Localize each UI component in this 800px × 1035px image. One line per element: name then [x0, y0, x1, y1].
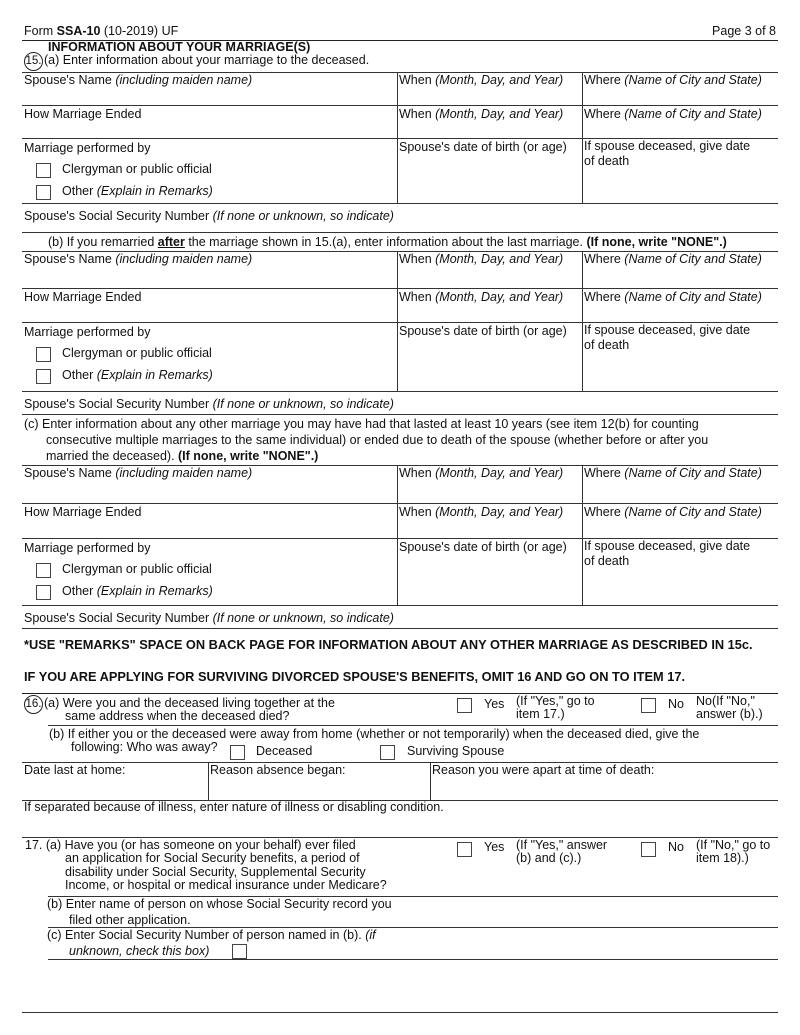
reason-apart-field[interactable]: Reason you were apart at time of death:: [432, 763, 655, 777]
label: Where: [584, 466, 625, 480]
hint: (Explain in Remarks): [96, 184, 213, 198]
hint: (Name of City and State): [624, 107, 762, 121]
marriage-when-field[interactable]: [399, 73, 563, 88]
ended-when-field[interactable]: [399, 290, 563, 305]
divider: [22, 605, 778, 606]
hint: (If none or unknown, so indicate): [212, 611, 394, 625]
divider: [208, 762, 209, 800]
hint: (Month, Day, and Year): [435, 466, 564, 480]
item-17a-no-checkbox[interactable]: [641, 842, 656, 857]
label: When: [399, 290, 436, 304]
text: answer (b).): [696, 707, 763, 721]
spouse-ssn-field[interactable]: [24, 611, 394, 626]
clergyman-label: Clergyman or public official: [62, 346, 212, 360]
item-15c-line1: (c) Enter information about any other marriage you may have had that lasted at least 10 years (see item 12(b) for counting: [24, 417, 699, 431]
emphasis: (If none, write "NONE".): [178, 449, 319, 463]
surviving-spouse-checkbox[interactable]: [380, 745, 395, 760]
label: Where: [584, 73, 625, 87]
divider: [22, 391, 778, 392]
hint: (Month, Day, and Year): [435, 290, 564, 304]
divider: [582, 465, 583, 605]
divider: [397, 251, 398, 391]
text: of death: [584, 338, 630, 352]
yes-label: Yes: [484, 697, 505, 711]
spouse-name-field[interactable]: [24, 466, 252, 481]
deceased-checkbox[interactable]: [230, 745, 245, 760]
divider: [22, 232, 778, 233]
hint: (including maiden name): [115, 252, 253, 266]
divider: [48, 725, 778, 726]
text: If spouse deceased, give date: [584, 539, 751, 553]
text: (a) Were you and the deceased living together at the: [44, 696, 335, 710]
item-16a-no-checkbox[interactable]: [641, 698, 656, 713]
label: When: [399, 252, 436, 266]
divider: [48, 959, 778, 960]
marriage-performed-by-label: Marriage performed by: [24, 325, 151, 339]
divider: [22, 762, 778, 763]
divider: [22, 105, 778, 106]
item-17b-line1: (b) Enter name of person on whose Social Security record you: [47, 897, 392, 911]
ssn-unknown-checkbox[interactable]: [232, 944, 247, 959]
hint: (If none or unknown, so indicate): [212, 209, 394, 223]
divider: [22, 503, 778, 504]
hint: (Month, Day, and Year): [435, 73, 564, 87]
spouse-name-field[interactable]: [24, 252, 252, 267]
hint: (Name of City and State): [624, 505, 762, 519]
hint: (If none or unknown, so indicate): [212, 397, 394, 411]
text: disability under Social Security, Supplemental Security: [65, 864, 366, 879]
form-revision: (10-2019) UF: [100, 24, 179, 38]
clergyman-checkbox[interactable]: [36, 563, 51, 578]
divorced-spouse-note: IF YOU ARE APPLYING FOR SURVIVING DIVORCED SPOUSE'S BENEFITS, OMIT 16 AND GO ON TO ITEM 17.: [24, 669, 686, 684]
clergyman-label: Clergyman or public official: [62, 162, 212, 176]
item-15c-line3: [46, 449, 318, 464]
hint: (Explain in Remarks): [96, 584, 213, 598]
label: Spouse's Name: [24, 466, 116, 480]
item-number-circle: 16.: [24, 695, 43, 714]
no-label: No: [668, 697, 684, 711]
remarks-note: *USE "REMARKS" SPACE ON BACK PAGE FOR INFORMATION ABOUT ANY OTHER MARRIAGE AS DESCRIBED IN 15c.: [24, 637, 753, 652]
label: Other: [62, 584, 97, 598]
text: of death: [584, 154, 630, 168]
label: Other: [62, 184, 97, 198]
divider: [22, 1012, 778, 1013]
text: Income, or hospital or medical insurance under Medicare?: [65, 877, 387, 892]
hint: (Month, Day, and Year): [435, 505, 564, 519]
spouse-name-field[interactable]: [24, 73, 252, 88]
hint: (Name of City and State): [624, 466, 762, 480]
no-note: [696, 695, 763, 721]
text: (c) Enter Social Security Number of person named in (b).: [47, 928, 366, 942]
other-checkbox[interactable]: [36, 369, 51, 384]
hint: (Month, Day, and Year): [435, 107, 564, 121]
item-17a-question: [25, 839, 387, 892]
form-number: SSA-10: [56, 24, 101, 38]
label: Spouse's Name: [24, 73, 116, 87]
hint: (Name of City and State): [624, 73, 762, 87]
spouse-dob-field[interactable]: Spouse's date of birth (or age): [399, 324, 567, 338]
spouse-death-date-field[interactable]: [584, 323, 750, 353]
spouse-death-date-field[interactable]: [584, 539, 750, 569]
item-17b-line2: filed other application.: [69, 913, 191, 927]
item-15c-line2: consecutive multiple marriages to the same individual) or ended due to death of the spouse (whether before or after you: [46, 433, 709, 447]
label: Spouse's Name: [24, 252, 116, 266]
form-id: [24, 24, 178, 39]
other-label: [62, 184, 213, 199]
text: the marriage shown in 15.(a), enter information about the last marriage.: [184, 235, 587, 249]
divider: [22, 693, 778, 694]
hint: (Explain in Remarks): [96, 368, 213, 382]
hint: (Name of City and State): [624, 252, 762, 266]
label: When: [399, 466, 436, 480]
text: an application for Social Security benefits, a period of: [65, 851, 360, 866]
text: If spouse deceased, give date: [584, 139, 751, 153]
label: Other: [62, 368, 97, 382]
marriage-where-field[interactable]: [584, 73, 762, 88]
divider: [22, 288, 778, 289]
hint: (including maiden name): [115, 73, 253, 87]
ended-where-field[interactable]: [584, 107, 762, 122]
item-17a-yes-checkbox[interactable]: [457, 842, 472, 857]
page-number: Page 3 of 8: [712, 24, 776, 38]
marriage-when-field[interactable]: [399, 252, 563, 267]
text: of death: [584, 554, 630, 568]
divider: [22, 414, 778, 415]
deceased-label: Deceased: [256, 744, 313, 758]
clergyman-label: Clergyman or public official: [62, 562, 212, 576]
ended-where-field[interactable]: [584, 290, 762, 305]
yes-note: [516, 695, 595, 721]
divider: [22, 203, 778, 204]
marriage-performed-by-label: Marriage performed by: [24, 541, 151, 555]
item-16a-question-line2: same address when the deceased died?: [65, 709, 290, 723]
marriage-where-field[interactable]: [584, 466, 762, 481]
how-ended-field[interactable]: How Marriage Ended: [24, 290, 142, 304]
form-prefix: Form: [24, 24, 57, 38]
item-15a-instruction: [24, 52, 369, 71]
illness-field[interactable]: If separated because of illness, enter nature of illness or disabling condition.: [24, 800, 444, 814]
label: Spouse's Social Security Number: [24, 611, 213, 625]
clergyman-checkbox[interactable]: [36, 347, 51, 362]
hint: (Name of City and State): [624, 290, 762, 304]
label: When: [399, 107, 436, 121]
surviving-spouse-label: Surviving Spouse: [407, 744, 505, 758]
text: married the deceased).: [46, 449, 179, 463]
text: (b) If you remarried: [48, 235, 158, 249]
spouse-ssn-field[interactable]: [24, 209, 394, 224]
label: Where: [584, 107, 625, 121]
item-16b-line2: following: Who was away?: [71, 740, 218, 754]
divider: [397, 72, 398, 203]
how-ended-field[interactable]: How Marriage Ended: [24, 107, 142, 121]
section-title: INFORMATION ABOUT YOUR MARRIAGE(S): [48, 40, 311, 54]
marriage-performed-by-label: Marriage performed by: [24, 141, 151, 155]
no-note: [696, 839, 770, 865]
hint: (including maiden name): [115, 466, 253, 480]
divider: [430, 762, 431, 800]
other-checkbox[interactable]: [36, 185, 51, 200]
divider: [22, 628, 778, 629]
item-16b-line1: (b) If either you or the deceased were away from home (whether or not temporarily) when the deceased died, give the: [49, 727, 700, 741]
spouse-dob-field[interactable]: Spouse's date of birth (or age): [399, 540, 567, 554]
other-label: [62, 368, 213, 383]
text: (b) and (c).): [516, 851, 582, 865]
spouse-dob-field[interactable]: Spouse's date of birth (or age): [399, 140, 567, 154]
emphasis: after: [157, 235, 185, 249]
emphasis: (If none, write "NONE".): [586, 235, 727, 249]
marriage-when-field[interactable]: [399, 466, 563, 481]
ended-when-field[interactable]: [399, 107, 563, 122]
divider: [397, 465, 398, 605]
label: When: [399, 73, 436, 87]
item-15a-text: (a) Enter information about your marriage to the deceased.: [44, 53, 370, 67]
yes-note: [516, 839, 607, 865]
item-17c-line2: unknown, check this box): [69, 944, 210, 958]
no-label: No: [668, 840, 684, 854]
text: No(If "No,": [696, 694, 755, 708]
divider: [582, 72, 583, 203]
hint: (Month, Day, and Year): [435, 252, 564, 266]
spouse-death-date-field[interactable]: [584, 139, 750, 169]
divider: [582, 251, 583, 391]
label: Where: [584, 505, 625, 519]
text: (If "Yes," go to: [516, 694, 595, 708]
text: 17. (a) Have you (or has someone on your behalf) ever filed: [25, 838, 356, 852]
label: Spouse's Social Security Number: [24, 397, 213, 411]
item-15b-instruction: [48, 235, 727, 250]
text: item 17.): [516, 707, 565, 721]
label: Spouse's Social Security Number: [24, 209, 213, 223]
label: When: [399, 505, 436, 519]
how-ended-field[interactable]: How Marriage Ended: [24, 505, 142, 519]
ended-where-field[interactable]: [584, 505, 762, 520]
reason-absence-field[interactable]: Reason absence began:: [210, 763, 346, 777]
clergyman-checkbox[interactable]: [36, 163, 51, 178]
text: (If "Yes," answer: [516, 838, 608, 852]
item-16a-yes-checkbox[interactable]: [457, 698, 472, 713]
text: (If "No," go to: [696, 838, 771, 852]
text: If spouse deceased, give date: [584, 323, 751, 337]
text: item 18).): [696, 851, 749, 865]
marriage-where-field[interactable]: [584, 252, 762, 267]
other-checkbox[interactable]: [36, 585, 51, 600]
ended-when-field[interactable]: [399, 505, 563, 520]
label: Where: [584, 290, 625, 304]
spouse-ssn-field[interactable]: [24, 397, 394, 412]
item-17c-line1: [47, 928, 376, 943]
other-label: [62, 584, 213, 599]
yes-label: Yes: [484, 840, 505, 854]
label: Where: [584, 252, 625, 266]
hint: (if: [365, 928, 376, 942]
item-number-circle: 15.: [24, 52, 43, 71]
date-last-home-field[interactable]: Date last at home:: [24, 763, 126, 777]
